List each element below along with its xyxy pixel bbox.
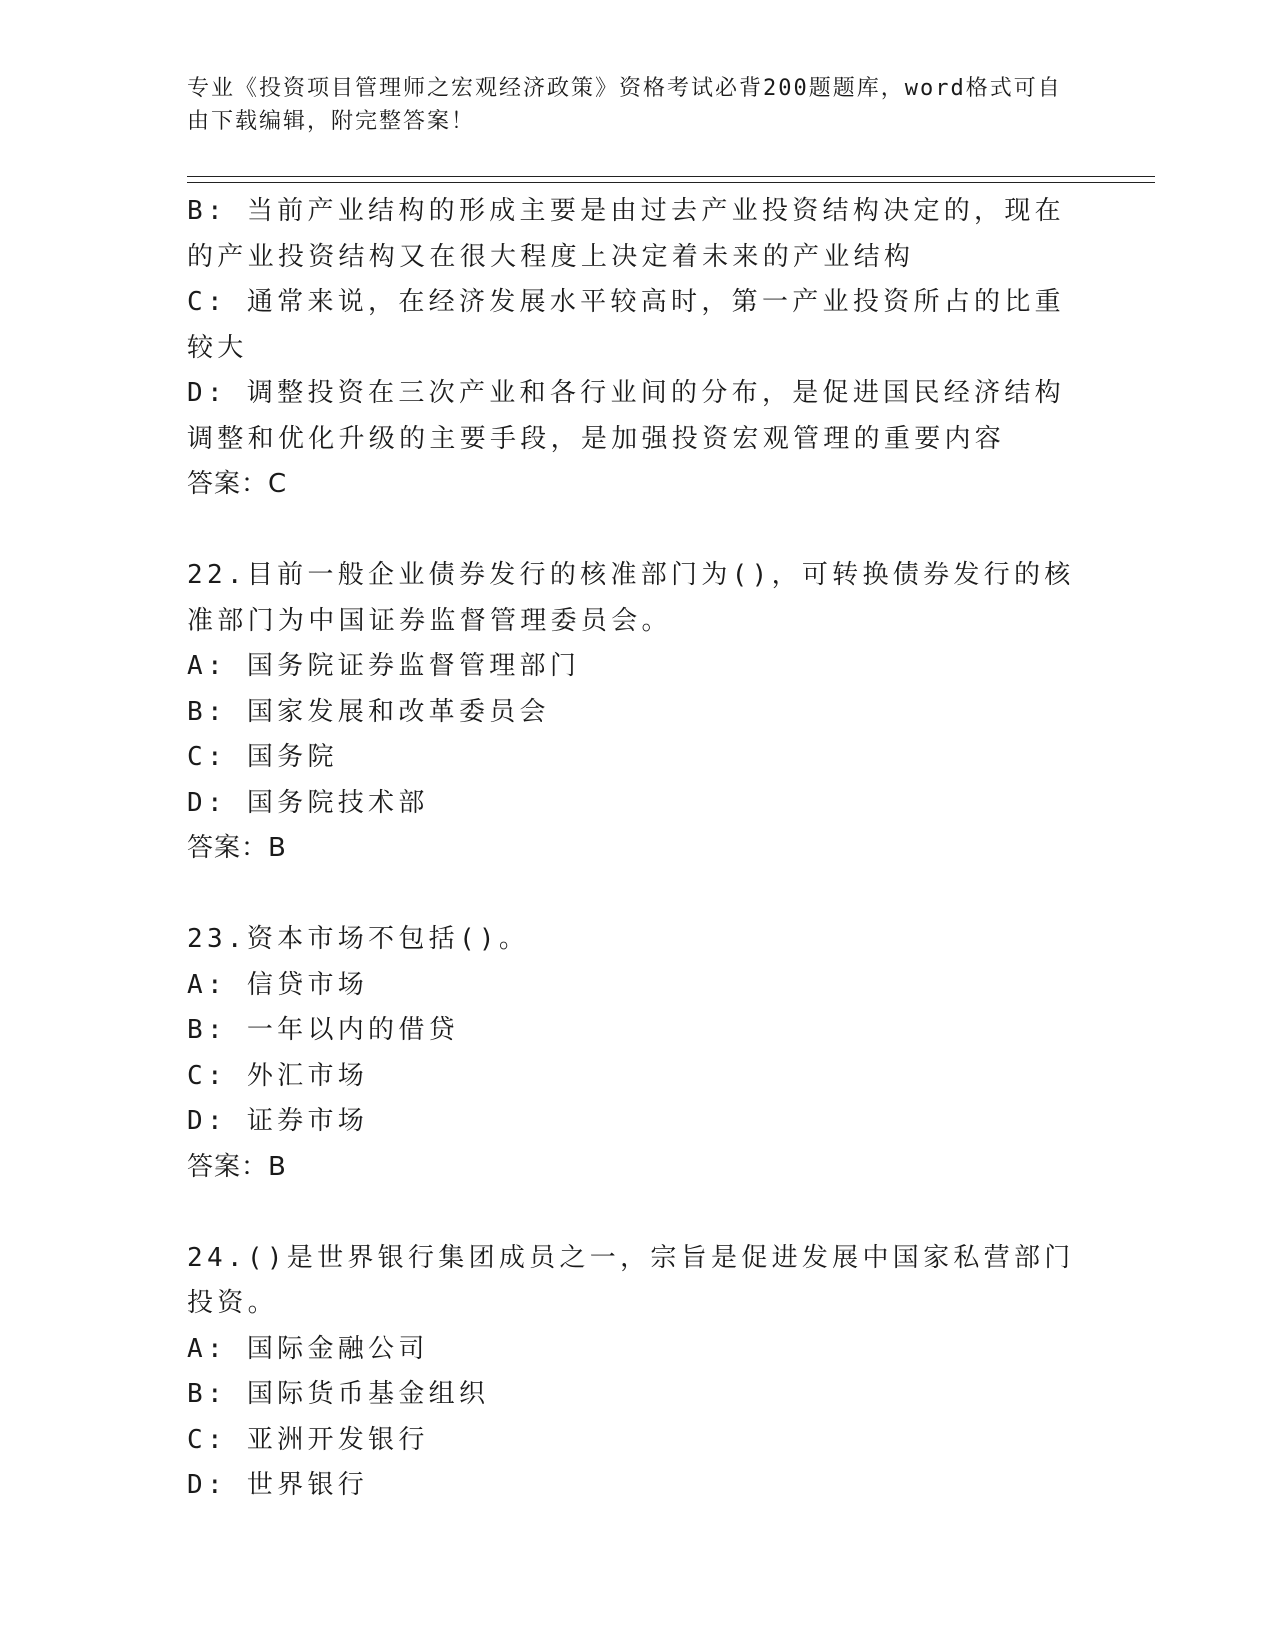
q21-answer: 答案：C <box>187 469 288 499</box>
q23-stem: 23.资本市场不包括()。 <box>187 924 530 954</box>
q22-stem: 22.目前一般企业债券发行的核准部门为()，可转换债券发行的核准部门为中国证券监督管理委员会。 <box>187 560 1075 636</box>
question-21-tail <box>187 189 1077 508</box>
q24-option-a: A: 国际金融公司 <box>187 1333 429 1364</box>
question-content <box>187 189 1077 1509</box>
q24-stem: 24.()是世界银行集团成员之一，宗旨是促进发展中国家私营部门投资。 <box>187 1242 1075 1318</box>
q24-option-d: D: 世界银行 <box>187 1470 369 1500</box>
q22-option-a: A: 国务院证券监督管理部门 <box>187 651 581 681</box>
spacer <box>187 1190 1077 1236</box>
q23-answer: 答案：B <box>187 1151 287 1182</box>
header-divider-bottom <box>187 182 1155 183</box>
spacer <box>187 872 1077 918</box>
question-22 <box>187 553 1077 872</box>
spacer <box>187 508 1077 554</box>
q22-option-c: C: 国务院 <box>187 742 338 772</box>
q21-option-b: B: 当前产业结构的形成主要是由过去产业投资结构决定的，现在的产业投资结构又在很大程度上决定着未来的产业结构 <box>187 196 1065 272</box>
q23-option-d: D: 证券市场 <box>187 1106 369 1136</box>
question-24 <box>187 1236 1077 1509</box>
q22-option-b: B: 国家发展和改革委员会 <box>187 696 550 727</box>
q24-option-b: B: 国际货币基金组织 <box>187 1379 490 1409</box>
q23-option-c: C: 外汇市场 <box>187 1060 369 1091</box>
header-divider-top <box>187 176 1155 177</box>
page-header: 专业《投资项目管理师之宏观经济政策》资格考试必背200题题库，word格式可自由下载编辑，附完整答案！ <box>187 76 1062 134</box>
q24-option-c: C: 亚洲开发银行 <box>187 1424 429 1455</box>
q22-answer: 答案：B <box>187 833 287 863</box>
q23-option-a: A: 信贷市场 <box>187 969 369 1000</box>
q22-option-d: D: 国务院技术部 <box>187 787 429 818</box>
q23-option-b: B: 一年以内的借贷 <box>187 1015 459 1045</box>
q21-option-d: D: 调整投资在三次产业和各行业间的分布，是促进国民经济结构调整和优化升级的主要手段，是加强投资宏观管理的重要内容 <box>187 378 1065 454</box>
q21-option-c: C: 通常来说，在经济发展水平较高时，第一产业投资所占的比重较大 <box>187 287 1065 363</box>
question-23 <box>187 917 1077 1190</box>
